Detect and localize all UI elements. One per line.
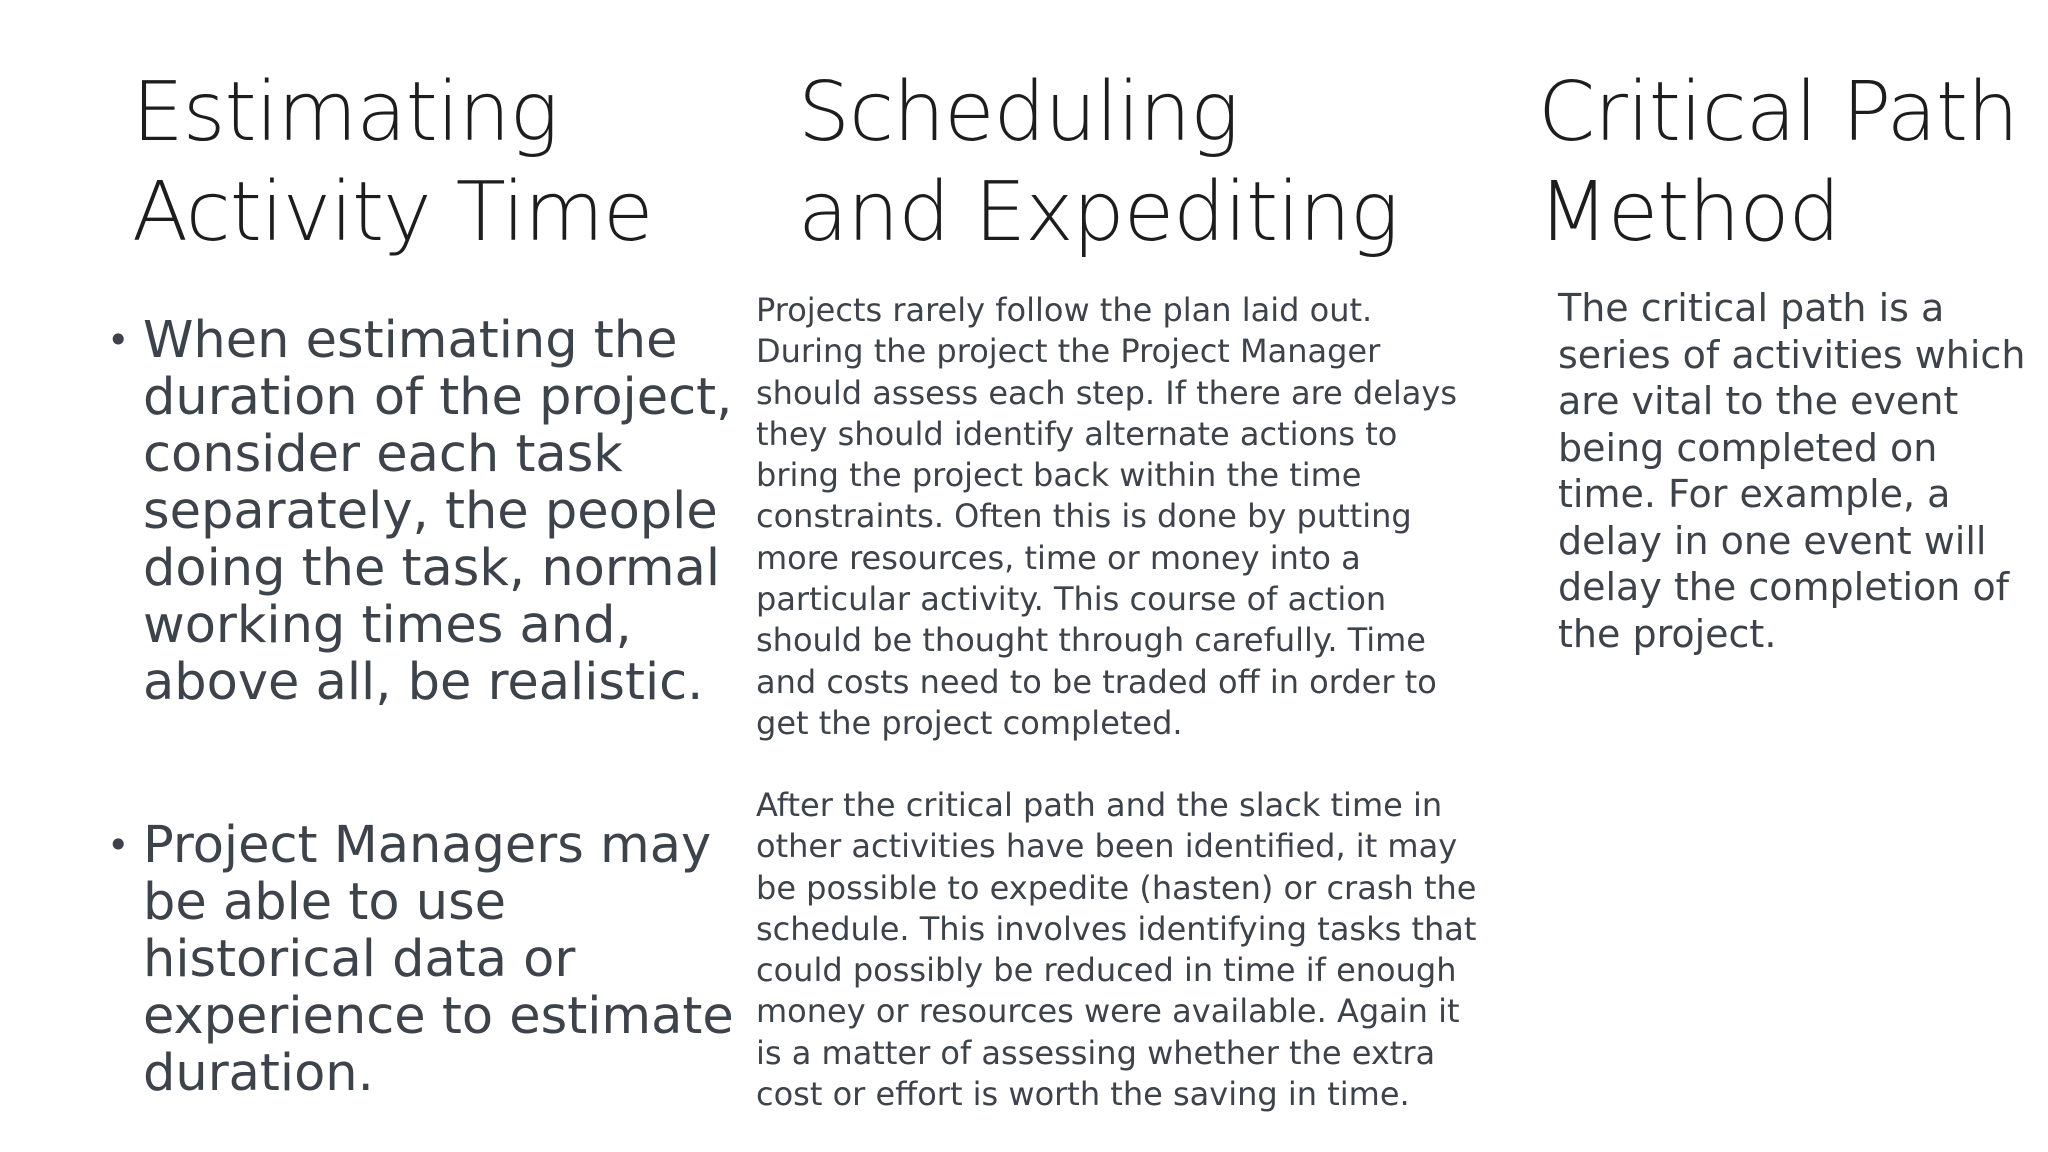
title-line: Activity Time — [132, 165, 653, 260]
estimating-bullet-list — [100, 312, 740, 1102]
bullet-icon: • — [107, 823, 130, 867]
expediting-paragraph: After the critical path and the slack time in other activities have been identified, it may be possible to expedite (hasten) or crash the schedule. This involves identifying tasks that could possibly be reduced in time if enough money or resources were available. Again it is a matter of assessing whether the extra cost or effort is worth the saving in time. — [756, 786, 1477, 1114]
estimating-activity-time-title — [132, 63, 652, 263]
scheduling-paragraph: Projects rarely follow the plan laid out. During the project the Project Manager should assess each step. If there are delays they should identify alternate actions to bring the project back within the time constraints. Often this is done by putting more resources, time or money into a particular activity. This course of action should be thought through carefully. Time and costs need to be traded off in order to get the project completed. — [756, 291, 1457, 742]
bullet-item — [100, 312, 740, 711]
title-line: Critical Path — [1538, 65, 2019, 160]
bullet-text: Project Managers may be able to use historical data or experience to estimate duration. — [143, 816, 734, 1103]
title-line: Method — [1538, 165, 1840, 260]
critical-path-paragraph: The critical path is a series of activities which are vital to the event being completed on time. For example, a delay in one event will delay the completion of the project. — [1558, 286, 2026, 656]
scheduling-and-expediting-title — [798, 63, 1398, 263]
bullet-item — [100, 817, 740, 1102]
title-line: Scheduling — [798, 65, 1239, 160]
title-line: Estimating — [132, 65, 558, 160]
bullet-text: When estimating the duration of the project, consider each task separately, the people doing the task, normal working times and, above all, be realistic. — [143, 311, 733, 712]
bullet-icon: • — [107, 318, 130, 362]
title-line: and Expediting — [798, 165, 1399, 260]
critical-path-method-title — [1538, 63, 2018, 263]
